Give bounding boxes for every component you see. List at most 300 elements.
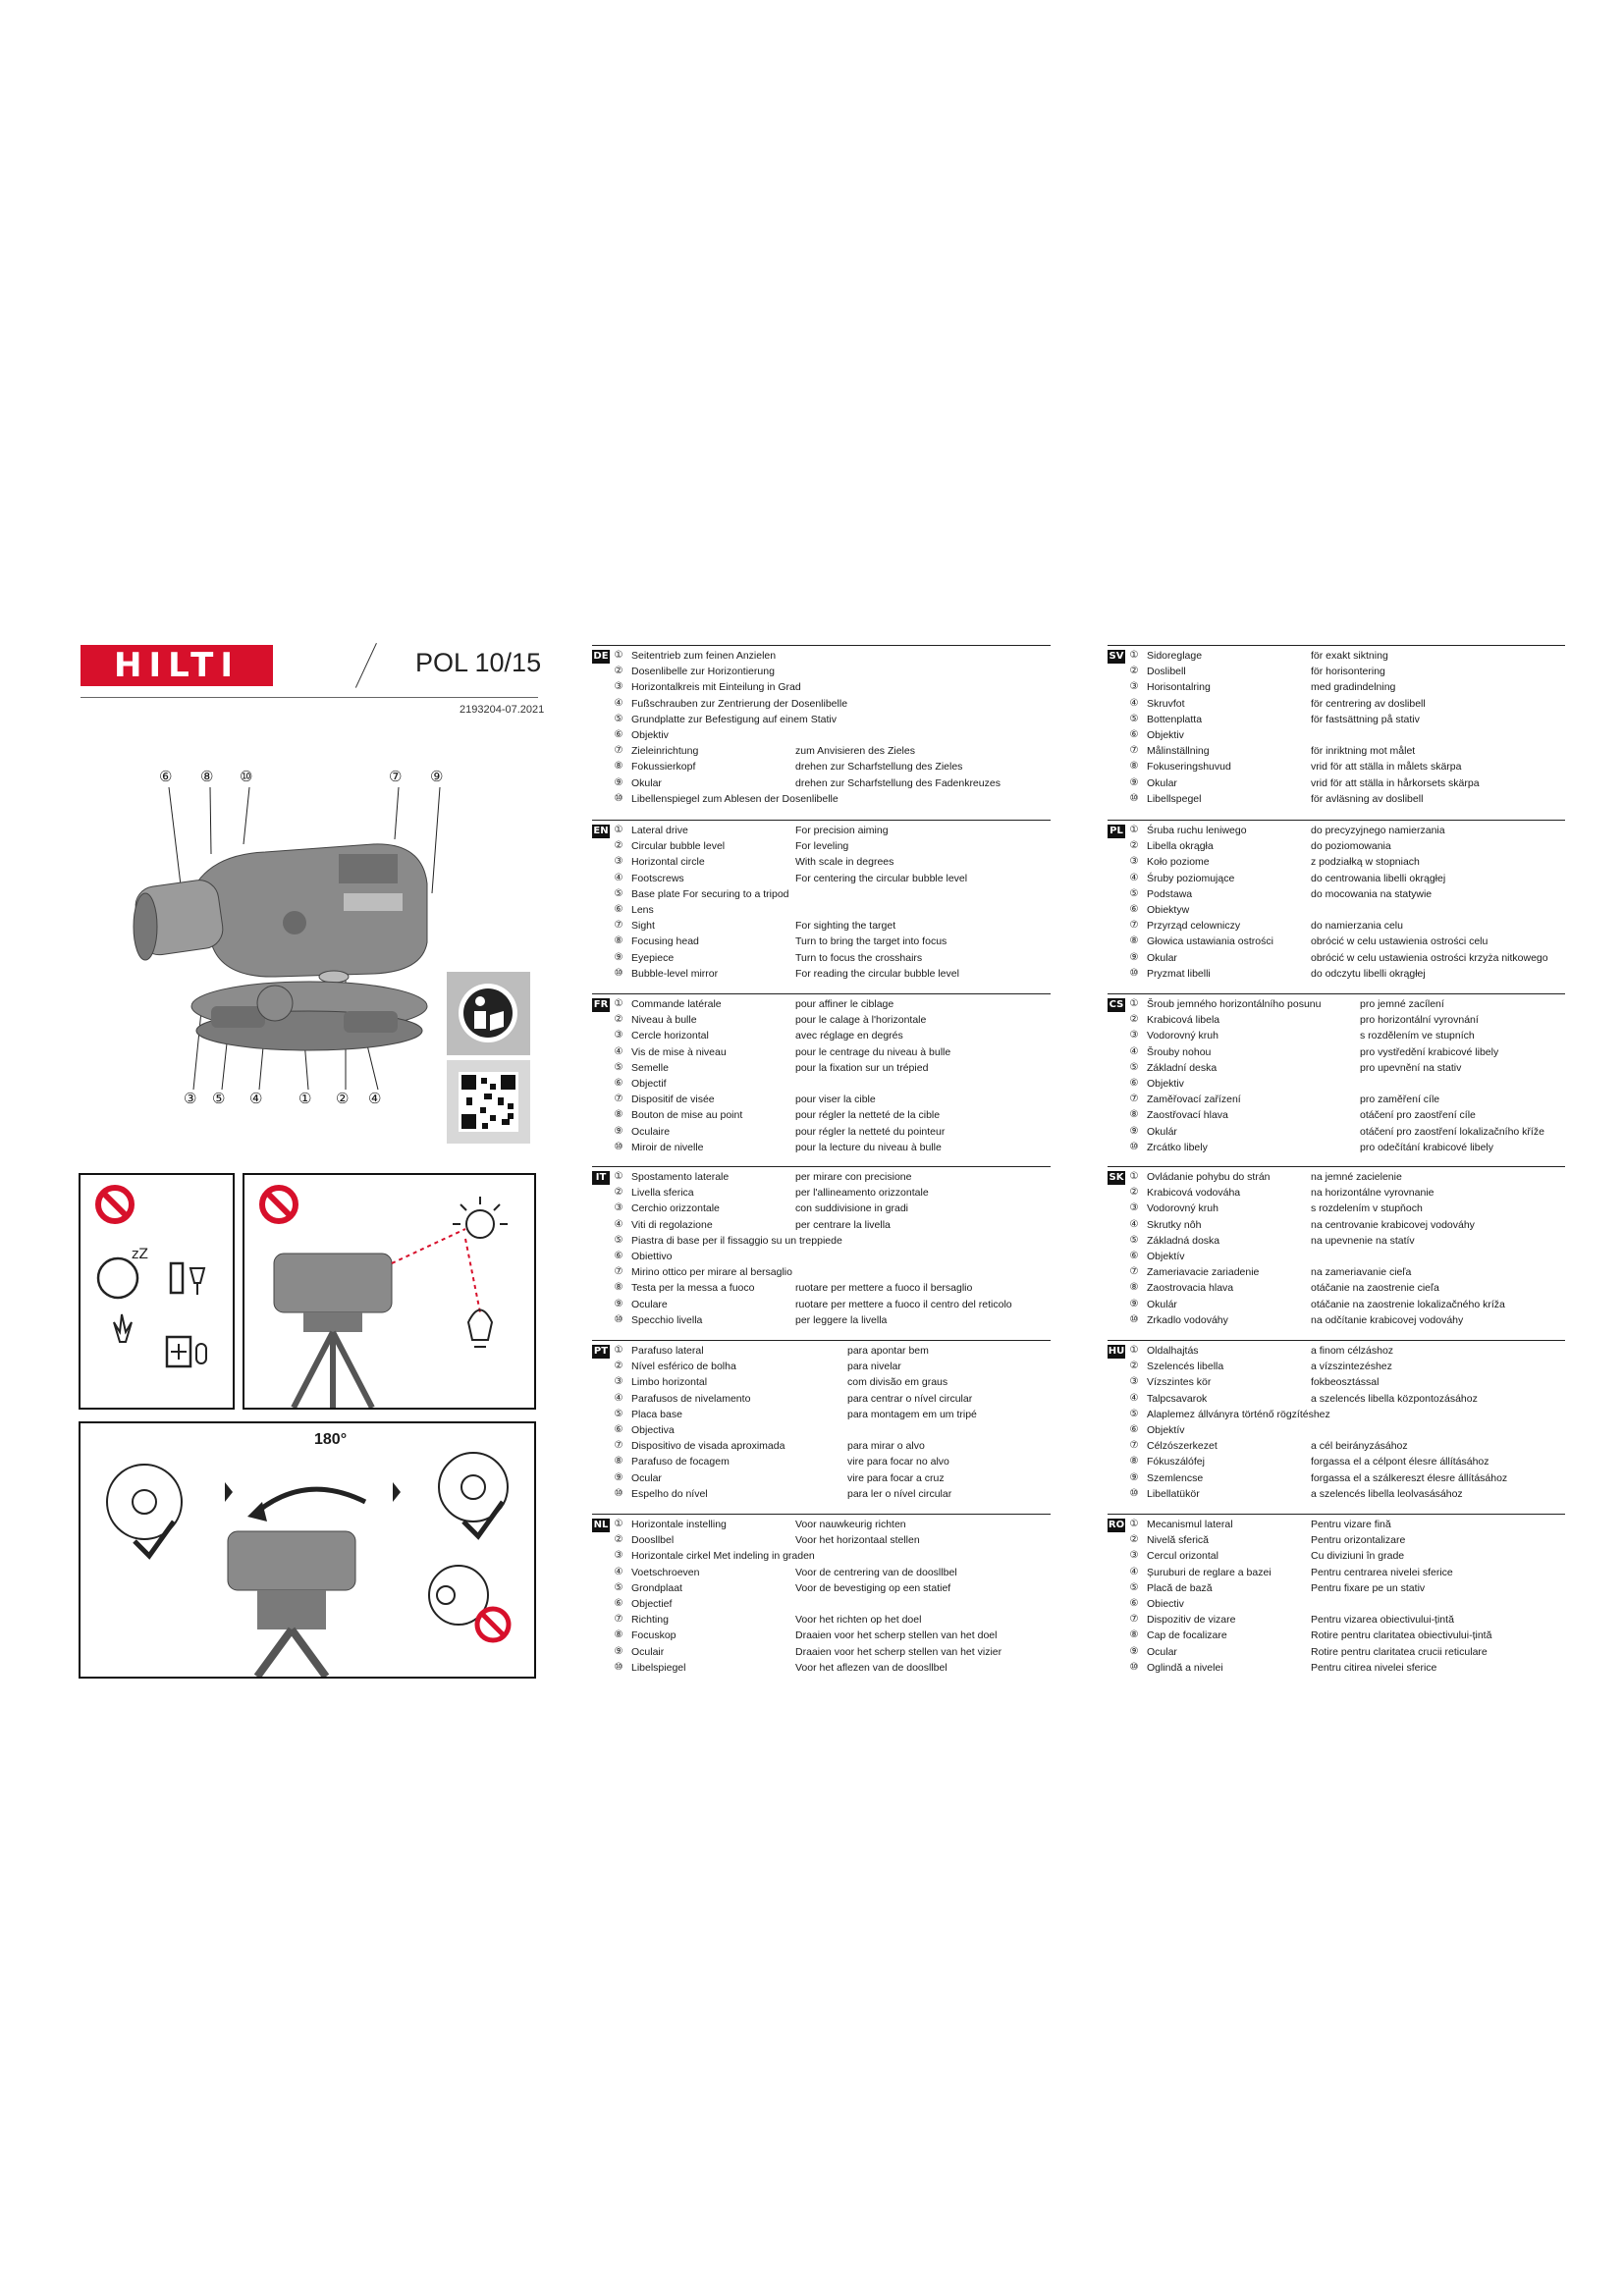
part-description: pour régler la netteté du pointeur xyxy=(795,1125,946,1138)
part-name: Koło poziome xyxy=(1147,856,1210,869)
section-rule xyxy=(592,1340,1051,1341)
part-number: ② xyxy=(614,1361,623,1372)
part-description: vire para focar a cruz xyxy=(847,1471,945,1484)
part-description: drehen zur Scharfstellung des Zieles xyxy=(795,761,963,774)
section-fr xyxy=(592,996,1051,1163)
rotation-panel xyxy=(79,1421,536,1679)
part-number: ② xyxy=(614,1014,623,1026)
part-description: For leveling xyxy=(795,840,849,853)
part-description: pro zaměření cíle xyxy=(1360,1094,1440,1106)
part-number: ③ xyxy=(614,1030,623,1041)
part-name: Horizontale instelling xyxy=(631,1519,727,1530)
part-name: Libellenspiegel zum Ablesen der Dosenlibelle xyxy=(631,792,839,805)
part-name: Vodorovný kruh xyxy=(1147,1202,1218,1215)
part-description: Turn to bring the target into focus xyxy=(795,935,947,948)
part-row xyxy=(1108,1359,1565,1374)
part-name: Parafusos de nivelamento xyxy=(631,1392,751,1405)
part-row xyxy=(1108,1028,1565,1043)
part-row xyxy=(592,918,1051,934)
part-row xyxy=(1108,1124,1565,1140)
part-row xyxy=(592,1169,1051,1185)
part-name: Objectiva xyxy=(631,1424,675,1436)
part-row xyxy=(1108,871,1565,886)
part-description: forgassa el a célpont élesre állításához xyxy=(1311,1456,1489,1468)
part-number: ⑥ xyxy=(1129,1078,1139,1089)
part-number: ⑧ xyxy=(1129,761,1139,773)
part-row xyxy=(1108,902,1565,918)
section-sk xyxy=(1108,1169,1565,1336)
part-name: Målinställning xyxy=(1147,745,1210,758)
part-number: ⑧ xyxy=(614,1456,623,1468)
part-description: för centrering av doslibell xyxy=(1311,697,1426,710)
part-number: ⑥ xyxy=(614,729,623,740)
impairment-icons xyxy=(81,1175,233,1408)
part-name: Dispozitiv de vizare xyxy=(1147,1614,1236,1627)
part-row xyxy=(592,1660,1051,1676)
part-name: Footscrews xyxy=(631,872,684,884)
part-name: Oculaire xyxy=(631,1125,671,1138)
part-number: ② xyxy=(1129,666,1139,677)
part-row xyxy=(1108,854,1565,870)
part-description: pour le calage à l'horizontale xyxy=(795,1014,927,1027)
section-pt xyxy=(592,1343,1051,1510)
part-description: a finom célzáshoz xyxy=(1311,1345,1394,1357)
part-name: Objectief xyxy=(631,1598,673,1610)
part-number: ② xyxy=(614,840,623,852)
part-row xyxy=(1108,1391,1565,1407)
part-row xyxy=(1108,664,1565,679)
part-description: do precyzyjnego namierzania xyxy=(1311,825,1445,836)
part-row xyxy=(1108,1201,1565,1216)
part-description: do centrowania libelli okrągłej xyxy=(1311,872,1446,884)
part-row xyxy=(1108,1044,1565,1060)
part-number: ⑨ xyxy=(1129,951,1139,963)
part-row xyxy=(592,1391,1051,1407)
part-description: pro jemné zacílení xyxy=(1360,998,1444,1010)
part-row xyxy=(592,838,1051,854)
part-name: Cap de focalizare xyxy=(1147,1629,1227,1642)
part-number: ① xyxy=(614,1519,623,1529)
part-name: Placă de bază xyxy=(1147,1581,1213,1594)
part-number: ③ xyxy=(614,1376,623,1388)
part-row xyxy=(1108,1217,1565,1233)
part-number: ② xyxy=(1129,840,1139,852)
part-description: per leggere la livella xyxy=(795,1313,888,1326)
part-description: vrid för att ställa in målets skärpa xyxy=(1311,761,1462,774)
part-row xyxy=(1108,1343,1565,1359)
part-name: Talpcsavarok xyxy=(1147,1392,1208,1405)
part-name: Spostamento laterale xyxy=(631,1171,730,1183)
part-row xyxy=(1108,775,1565,791)
part-name: Obiektyw xyxy=(1147,904,1190,916)
part-name: Objektív xyxy=(1147,1251,1185,1262)
part-name: Základná doska xyxy=(1147,1234,1220,1247)
part-name: Oculair xyxy=(631,1645,665,1658)
part-description: pour affiner le ciblage xyxy=(795,998,894,1010)
part-name: Śruba ruchu leniwego xyxy=(1147,825,1247,836)
part-description: Voor het horizontaal stellen xyxy=(795,1534,920,1547)
part-row xyxy=(1108,1612,1565,1628)
part-name: Šroub jemného horizontálního posunu xyxy=(1147,998,1322,1010)
part-description: do poziomowania xyxy=(1311,840,1391,853)
part-description: For sighting the target xyxy=(795,920,896,933)
part-number: ⑧ xyxy=(1129,1629,1139,1641)
part-description: Voor het aflezen van de doosllbel xyxy=(795,1661,947,1674)
part-description: pour la fixation sur un trépied xyxy=(795,1061,929,1074)
part-row xyxy=(1108,918,1565,934)
section-rule xyxy=(1108,820,1565,821)
part-row xyxy=(1108,791,1565,807)
part-name: Okulár xyxy=(1147,1298,1177,1310)
part-description: s rozdělením ve stupních xyxy=(1360,1030,1475,1042)
part-description: fokbeosztással xyxy=(1311,1376,1380,1389)
warning-panel-sun xyxy=(243,1173,536,1410)
part-row xyxy=(1108,743,1565,759)
part-number: ⑨ xyxy=(1129,1645,1139,1657)
part-name: Przyrząd celowniczy xyxy=(1147,920,1241,933)
part-name: Vis de mise à niveau xyxy=(631,1045,727,1058)
part-number: ③ xyxy=(614,1202,623,1214)
part-row xyxy=(1108,1169,1565,1185)
part-number: ⑧ xyxy=(1129,935,1139,947)
language-badge: DE xyxy=(593,651,609,662)
part-name: Cercul orizontal xyxy=(1147,1550,1218,1563)
language-badge: NL xyxy=(593,1520,609,1530)
part-number: ① xyxy=(614,1345,623,1356)
part-description: com divisão em graus xyxy=(847,1376,948,1389)
part-name: Zrkadlo vodováhy xyxy=(1147,1313,1228,1326)
part-description: forgassa el a szálkereszt élesre állításához xyxy=(1311,1471,1508,1484)
part-number: ② xyxy=(1129,1014,1139,1026)
part-name: Base plate For securing to a tripod xyxy=(631,887,789,900)
part-name: Mecanismul lateral xyxy=(1147,1519,1233,1530)
part-name: Szelencés libella xyxy=(1147,1361,1224,1373)
part-description: per l'allineamento orizzontale xyxy=(795,1187,929,1200)
part-description: för horisontering xyxy=(1311,666,1385,678)
part-row xyxy=(592,1217,1051,1233)
part-name: Okulár xyxy=(1147,1125,1177,1138)
part-number: ⑤ xyxy=(1129,1581,1139,1593)
part-name: Oculare xyxy=(631,1298,668,1310)
part-row xyxy=(1108,1548,1565,1564)
part-number: ④ xyxy=(1129,1566,1139,1577)
part-row xyxy=(592,1076,1051,1092)
section-nl xyxy=(592,1517,1051,1683)
part-name: Skrutky nôh xyxy=(1147,1218,1202,1231)
part-description: a cél beirányzásához xyxy=(1311,1440,1408,1453)
part-row xyxy=(1108,934,1565,949)
part-number: ① xyxy=(614,1171,623,1182)
part-name: Lens xyxy=(631,904,654,916)
level-drawing xyxy=(128,746,452,1119)
part-description: Pentru citirea nivelei sferice xyxy=(1311,1661,1437,1674)
part-number: ⑦ xyxy=(614,1614,623,1626)
part-name: Niveau à bulle xyxy=(631,1014,697,1027)
part-name: Podstawa xyxy=(1147,887,1193,900)
section-sv xyxy=(1108,648,1565,815)
part-number: ⑨ xyxy=(1129,1125,1139,1137)
part-name: Głowica ustawiania ostrości xyxy=(1147,935,1273,948)
section-rule xyxy=(592,993,1051,994)
part-description: s rozdelením v stupňoch xyxy=(1311,1202,1423,1215)
part-name: Dispositif de visée xyxy=(631,1094,715,1106)
part-name: Libella okrągła xyxy=(1147,840,1214,853)
part-number: ⑥ xyxy=(614,1078,623,1089)
part-number: ⑨ xyxy=(614,1125,623,1137)
part-name: Objektiv xyxy=(1147,729,1184,741)
manual-icon-box xyxy=(447,972,530,1055)
instrument-figure xyxy=(128,746,452,1119)
part-name: Základní deska xyxy=(1147,1061,1218,1074)
part-name: Viti di regolazione xyxy=(631,1218,713,1231)
part-number: ⑧ xyxy=(614,1629,623,1641)
part-row xyxy=(1108,1660,1565,1676)
language-badge: HU xyxy=(1108,1346,1125,1357)
part-row xyxy=(1108,1644,1565,1660)
part-row xyxy=(592,823,1051,838)
language-badge: FR xyxy=(593,999,609,1010)
part-number: ④ xyxy=(1129,697,1139,709)
part-description: för avläsning av doslibell xyxy=(1311,792,1424,805)
part-number: ④ xyxy=(614,1392,623,1404)
part-number: ③ xyxy=(614,1550,623,1562)
part-row xyxy=(592,712,1051,727)
part-number: ⑦ xyxy=(614,1266,623,1278)
part-description: para ler o nível circular xyxy=(847,1487,952,1500)
callout-5: ⑤ xyxy=(212,1091,226,1107)
part-description: a szelencés libella központozásához xyxy=(1311,1392,1478,1405)
language-badge: CS xyxy=(1109,999,1124,1010)
part-row xyxy=(592,1012,1051,1028)
part-name: Sidoreglage xyxy=(1147,650,1203,662)
part-number: ⑨ xyxy=(614,776,623,788)
part-number: ① xyxy=(1129,1171,1139,1182)
part-description: zum Anvisieren des Zieles xyxy=(795,745,915,758)
part-row xyxy=(1108,1628,1565,1643)
part-name: Krabicová vodováha xyxy=(1147,1187,1241,1200)
part-row xyxy=(592,854,1051,870)
part-row xyxy=(592,1580,1051,1596)
part-row xyxy=(592,996,1051,1012)
part-number: ⑩ xyxy=(614,1141,623,1152)
part-row xyxy=(592,1532,1051,1548)
part-name: Fokuseringshuvud xyxy=(1147,761,1231,774)
part-row xyxy=(592,1470,1051,1486)
part-number: ① xyxy=(1129,825,1139,835)
part-name: Okular xyxy=(631,776,662,789)
title-divider xyxy=(355,643,377,688)
part-description: do mocowania na statywie xyxy=(1311,887,1433,900)
part-name: Lateral drive xyxy=(631,825,688,836)
part-description: For reading the circular bubble level xyxy=(795,967,959,980)
header-rule xyxy=(81,697,538,698)
part-number: ⑩ xyxy=(1129,1313,1139,1325)
manual-icon xyxy=(447,972,530,1055)
part-name: Semelle xyxy=(631,1061,669,1074)
part-name: Specchio livella xyxy=(631,1313,703,1326)
part-row xyxy=(1108,1140,1565,1155)
no-alcohol-icon xyxy=(171,1263,183,1293)
part-number: ⑩ xyxy=(1129,792,1139,804)
part-row xyxy=(592,679,1051,695)
part-number: ⑩ xyxy=(614,1313,623,1325)
part-name: Zaostrovacia hlava xyxy=(1147,1282,1234,1295)
part-row xyxy=(592,871,1051,886)
part-row xyxy=(1108,838,1565,854)
part-row xyxy=(1108,1517,1565,1532)
part-row xyxy=(592,1359,1051,1374)
part-name: Objektiv xyxy=(1147,1078,1184,1090)
part-description: Pentru vizarea obiectivului-țintă xyxy=(1311,1614,1454,1627)
part-name: Focusing head xyxy=(631,935,699,948)
part-number: ⑤ xyxy=(1129,1408,1139,1419)
part-description: Cu diviziuni în grade xyxy=(1311,1550,1405,1563)
part-row xyxy=(1108,1012,1565,1028)
part-description: pro horizontální vyrovnání xyxy=(1360,1014,1479,1027)
part-name: Voetschroeven xyxy=(631,1566,700,1578)
part-number: ③ xyxy=(614,856,623,868)
part-number: ③ xyxy=(1129,1202,1139,1214)
svg-text:zZ: zZ xyxy=(132,1247,148,1262)
part-row xyxy=(592,1233,1051,1249)
part-number: ⑩ xyxy=(614,967,623,979)
callout-4a: ④ xyxy=(249,1091,263,1107)
section-ro xyxy=(1108,1517,1565,1683)
callout-6: ⑥ xyxy=(159,769,173,785)
part-description: pro upevnění na stativ xyxy=(1360,1061,1462,1074)
part-number: ⑨ xyxy=(614,951,623,963)
part-description: a szelencés libella leolvasásához xyxy=(1311,1487,1463,1500)
part-name: Fußschrauben zur Zentrierung der Dosenlibelle xyxy=(631,697,848,710)
part-row xyxy=(592,727,1051,743)
part-name: Skruvfot xyxy=(1147,697,1185,710)
callout-3: ③ xyxy=(184,1091,197,1107)
part-number: ① xyxy=(614,998,623,1009)
part-name: Parafuso lateral xyxy=(631,1345,704,1357)
part-description: Voor het richten op het doel xyxy=(795,1614,922,1627)
part-number: ⑥ xyxy=(1129,1251,1139,1261)
part-number: ④ xyxy=(614,1218,623,1230)
part-description: Pentru orizontalizare xyxy=(1311,1534,1406,1547)
part-name: Șuruburi de reglare a bazei xyxy=(1147,1566,1272,1578)
part-description: med gradindelning xyxy=(1311,681,1396,694)
part-name: Objektiv xyxy=(631,729,669,741)
part-row xyxy=(592,1407,1051,1422)
section-rule xyxy=(592,1166,1051,1167)
part-name: Eyepiece xyxy=(631,951,675,964)
part-row xyxy=(1108,966,1565,982)
part-row xyxy=(1108,1233,1565,1249)
language-badge: SV xyxy=(1109,651,1124,662)
part-description: For centering the circular bubble level xyxy=(795,872,968,884)
part-description: Pentru fixare pe un stativ xyxy=(1311,1581,1426,1594)
part-row xyxy=(592,1092,1051,1107)
part-name: Limbo horizontal xyxy=(631,1376,708,1389)
callout-1: ① xyxy=(298,1091,312,1107)
part-name: Horizontal circle xyxy=(631,856,705,869)
part-name: Sight xyxy=(631,920,655,933)
part-description: per centrare la livella xyxy=(795,1218,891,1231)
part-name: Doosllbel xyxy=(631,1534,675,1547)
part-description: para montagem em um tripé xyxy=(847,1408,977,1420)
part-number: ⑨ xyxy=(1129,1471,1139,1483)
part-number: ⑥ xyxy=(614,1424,623,1435)
section-rule xyxy=(1108,1340,1565,1341)
part-row xyxy=(1108,1076,1565,1092)
part-number: ⑦ xyxy=(1129,1266,1139,1278)
part-number: ⑦ xyxy=(614,1440,623,1452)
part-row xyxy=(1108,1438,1565,1454)
part-name: Bubble-level mirror xyxy=(631,967,719,980)
part-number: ⑤ xyxy=(614,1234,623,1246)
part-row xyxy=(592,1280,1051,1296)
part-row xyxy=(1108,996,1565,1012)
section-cs xyxy=(1108,996,1565,1163)
part-number: ② xyxy=(614,1187,623,1199)
part-name: Zieleinrichtung xyxy=(631,745,699,758)
lamp-icon xyxy=(468,1310,492,1341)
section-rule xyxy=(1108,1166,1565,1167)
part-row xyxy=(592,1612,1051,1628)
part-row xyxy=(592,1028,1051,1043)
part-row xyxy=(592,775,1051,791)
part-number: ② xyxy=(1129,1534,1139,1546)
qr-code-icon xyxy=(447,1060,530,1144)
part-name: Célzószerkezet xyxy=(1147,1440,1218,1453)
part-row xyxy=(592,1422,1051,1438)
part-description: a vízszintezéshez xyxy=(1311,1361,1392,1373)
callout-9: ⑨ xyxy=(430,769,444,785)
part-number: ⑦ xyxy=(614,745,623,757)
part-description: para apontar bem xyxy=(847,1345,929,1357)
part-number: ⑤ xyxy=(1129,1234,1139,1246)
part-description: Pentru centrarea nivelei sferice xyxy=(1311,1566,1453,1578)
section-rule xyxy=(592,645,1051,646)
part-number: ④ xyxy=(1129,1392,1139,1404)
part-description: Voor nauwkeurig richten xyxy=(795,1519,906,1530)
part-name: Nível esférico de bolha xyxy=(631,1361,736,1373)
part-name: Alaplemez állványra történő rögzítéshez xyxy=(1147,1408,1330,1420)
part-name: Doslibell xyxy=(1147,666,1186,678)
part-row xyxy=(592,1297,1051,1312)
part-description: Draaien voor het scherp stellen van het vizier xyxy=(795,1645,1002,1658)
part-description: para mirar o alvo xyxy=(847,1440,925,1453)
part-number: ③ xyxy=(1129,1550,1139,1562)
part-row xyxy=(1108,950,1565,966)
part-number: ⑥ xyxy=(1129,1424,1139,1435)
part-row xyxy=(592,1312,1051,1328)
part-number: ③ xyxy=(1129,856,1139,868)
part-number: ⑦ xyxy=(614,1094,623,1105)
part-row xyxy=(1108,679,1565,695)
part-number: ⑦ xyxy=(614,920,623,932)
part-number: ⑦ xyxy=(1129,1094,1139,1105)
part-name: Espelho do nível xyxy=(631,1487,708,1500)
part-description: pour le centrage du niveau à bulle xyxy=(795,1045,951,1058)
part-number: ③ xyxy=(1129,681,1139,693)
part-name: Ocular xyxy=(1147,1645,1177,1658)
part-name: Grondplaat xyxy=(631,1581,682,1594)
part-number: ⑩ xyxy=(614,792,623,804)
part-row xyxy=(1108,727,1565,743)
language-badge: PT xyxy=(593,1346,609,1357)
part-number: ⑩ xyxy=(1129,1487,1139,1499)
part-number: ⑧ xyxy=(1129,1109,1139,1121)
part-name: Zaměřovací zařízení xyxy=(1147,1094,1241,1106)
part-number: ⑦ xyxy=(1129,1440,1139,1452)
part-row xyxy=(1108,712,1565,727)
part-number: ③ xyxy=(614,681,623,693)
